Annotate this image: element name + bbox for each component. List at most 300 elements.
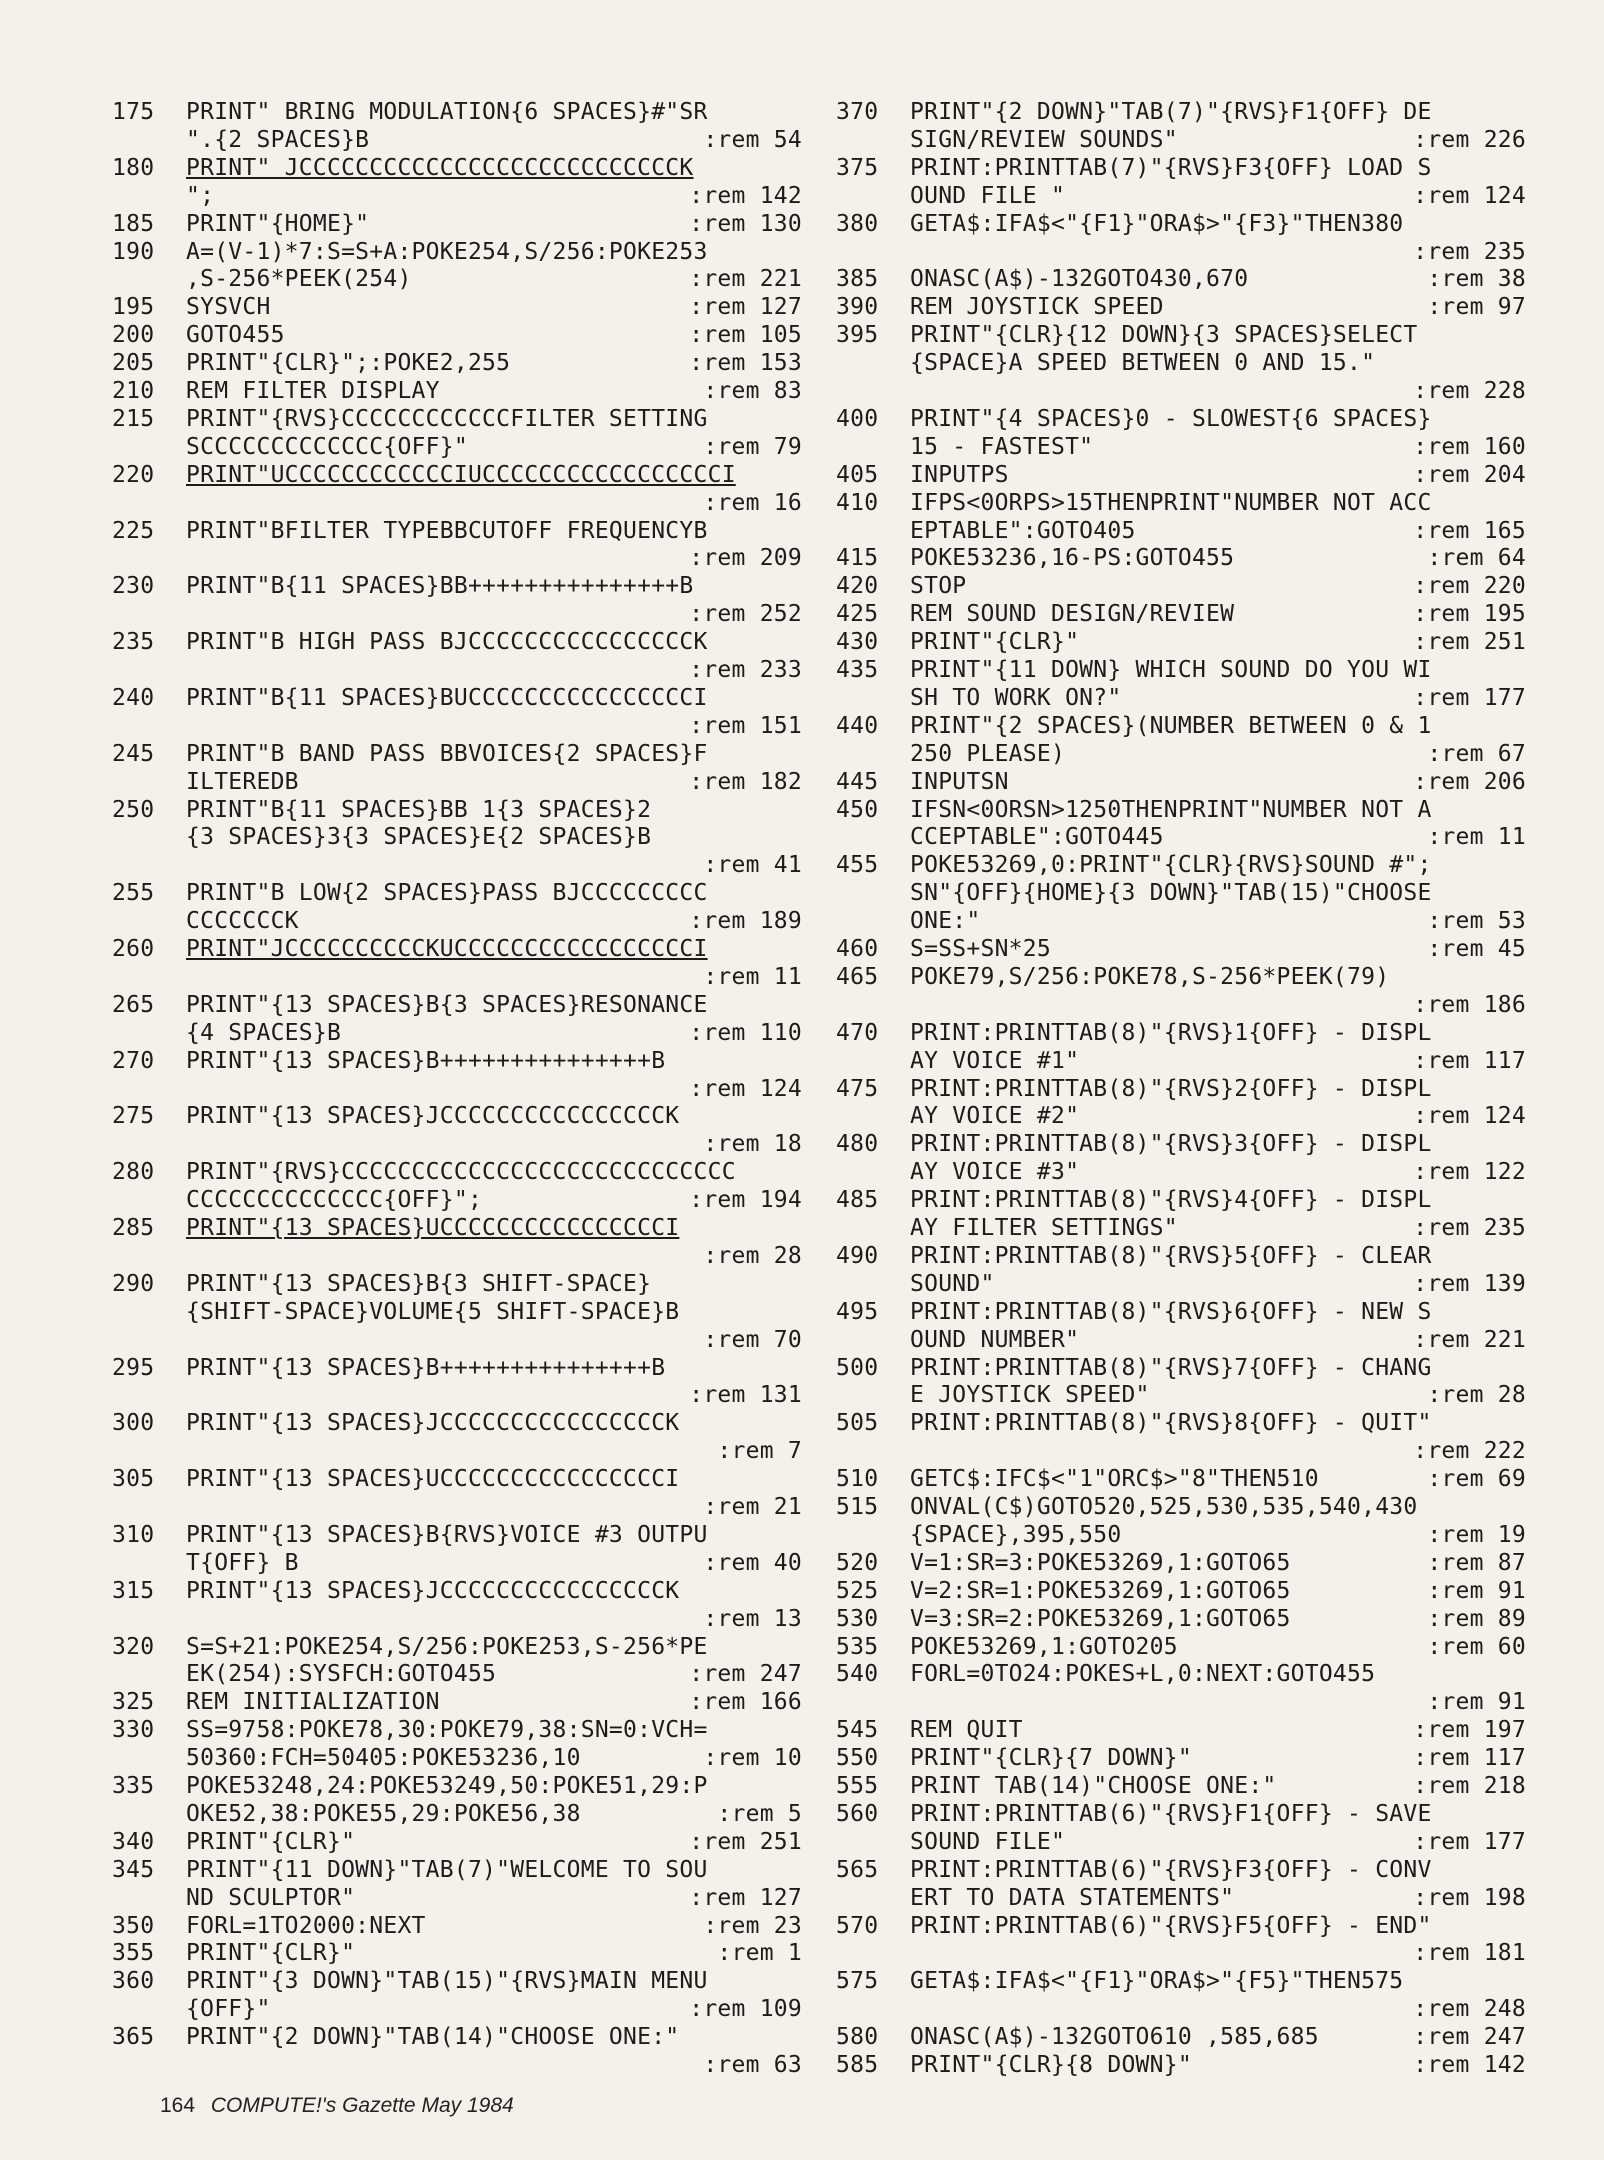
listing-line [836, 1326, 1526, 1354]
basic-code: ONVAL(C$)GOTO520,525,530,535,540,430 [910, 1494, 1418, 1520]
checksum-rem: :rem 7 [717, 1438, 802, 1465]
basic-code: PRINT"{13 SPACES}B{3 SPACES}RESONANCE [186, 991, 708, 1018]
listing-line [836, 1633, 1526, 1661]
line-number: 225 [112, 517, 155, 544]
listing-line [836, 1130, 1526, 1158]
line-number: 215 [112, 405, 155, 432]
listing-line [836, 433, 1526, 461]
line-number: 305 [112, 1466, 155, 1493]
line-number: 525 [836, 1577, 879, 1604]
line-number: 435 [836, 657, 879, 683]
listing-line [836, 1856, 1526, 1884]
line-number: 285 [112, 1215, 155, 1241]
basic-code: OUND NUMBER" [910, 1326, 1080, 1353]
basic-code: PRINT"{11 DOWN} WHICH SOUND DO YOU WI [910, 657, 1432, 683]
checksum-rem: :rem 63 [703, 2052, 802, 2078]
listing-line [112, 1549, 802, 1577]
basic-code: EPTABLE":GOTO405 [910, 517, 1136, 544]
checksum-rem: :rem 19 [1427, 1521, 1526, 1548]
line-number: 205 [112, 350, 155, 377]
basic-code: ERT TO DATA STATEMENTS" [910, 1884, 1235, 1911]
line-number: 460 [836, 936, 879, 962]
basic-code: FORL=0TO24:POKES+L,0:NEXT:GOTO455 [910, 1661, 1376, 1688]
basic-code: FORL=1TO2000:NEXT [186, 1912, 426, 1939]
basic-code: SS=9758:POKE78,30:POKE79,38:SN=0:VCH= [186, 1717, 708, 1744]
basic-code: POKE53236,16-PS:GOTO455 [910, 545, 1235, 572]
listing-line [836, 405, 1526, 433]
listing-line [112, 210, 802, 238]
listing-line [112, 796, 802, 824]
line-number: 485 [836, 1187, 879, 1214]
checksum-rem: :rem 89 [1427, 1605, 1526, 1632]
basic-code: PRINT"B{11 SPACES}BUCCCCCCCCCCCCCCCCI [186, 684, 708, 711]
checksum-rem: :rem 124 [1413, 182, 1526, 209]
page-number: 164 [160, 2094, 196, 2117]
line-number: 280 [112, 1159, 155, 1186]
basic-code: ONE:" [910, 908, 981, 935]
listing-line [836, 1828, 1526, 1856]
basic-code: IFSN<0ORSN>1250THENPRINT"NUMBER NOT A [910, 796, 1432, 823]
checksum-rem: :rem 198 [1413, 1884, 1526, 1911]
basic-code: V=1:SR=3:POKE53269,1:GOTO65 [910, 1549, 1291, 1576]
listing-line [836, 98, 1526, 126]
listing-line [836, 293, 1526, 321]
listing-line [112, 265, 802, 293]
checksum-rem: :rem 142 [1413, 2052, 1526, 2078]
basic-code: {SPACE},395,550 [910, 1521, 1122, 1548]
line-number: 330 [112, 1717, 155, 1744]
basic-code: POKE53269,1:GOTO205 [910, 1633, 1178, 1660]
line-number: 535 [836, 1633, 879, 1660]
basic-code: PRINT"{13 SPACES}JCCCCCCCCCCCCCCCCK [186, 1577, 680, 1604]
line-number: 235 [112, 629, 155, 656]
line-number: 245 [112, 740, 155, 767]
line-number: 380 [836, 210, 879, 237]
line-number: 495 [836, 1298, 879, 1325]
listing-line [112, 628, 802, 656]
line-number: 375 [836, 154, 879, 181]
basic-code: POKE53248,24:POKE53249,50:POKE51,29:P [186, 1773, 708, 1799]
listing-line [112, 126, 802, 154]
basic-code: PRINT" JCCCCCCCCCCCCCCCCCCCCCCCCCCCK [186, 154, 694, 181]
listing-line [836, 1270, 1526, 1298]
basic-code: PRINT"{CLR}" [910, 629, 1080, 656]
line-number: 425 [836, 601, 879, 628]
listing-line [112, 823, 802, 851]
basic-code: PRINT"{RVS}CCCCCCCCCCCCFILTER SETTING [186, 405, 708, 432]
basic-code: S=S+21:POKE254,S/256:POKE253,S-256*PE [186, 1633, 708, 1660]
line-number: 540 [836, 1661, 879, 1688]
publication-name: COMPUTE!'s Gazette [210, 2094, 416, 2117]
line-number: 190 [112, 238, 155, 265]
checksum-rem: :rem 87 [1427, 1549, 1526, 1576]
listing-line [836, 1521, 1526, 1549]
checksum-rem: :rem 251 [689, 1828, 802, 1855]
listing-line [836, 768, 1526, 796]
listing-line [112, 1465, 802, 1493]
listing-line [836, 2051, 1526, 2079]
listing-line [836, 684, 1526, 712]
listing-line [836, 1354, 1526, 1382]
line-number: 320 [112, 1633, 155, 1660]
basic-code: AY VOICE #3" [910, 1159, 1080, 1186]
checksum-rem: :rem 28 [1427, 1382, 1526, 1409]
basic-code: GETA$:IFA$<"{F1}"ORA$>"{F5}"THEN575 [910, 1968, 1404, 1995]
listing-line [836, 377, 1526, 405]
listing-line [836, 489, 1526, 517]
listing-line [836, 1800, 1526, 1828]
checksum-rem: :rem 127 [689, 1884, 802, 1911]
line-number: 300 [112, 1410, 155, 1437]
checksum-rem: :rem 166 [689, 1689, 802, 1716]
listing-line [836, 851, 1526, 879]
listing-line [836, 2023, 1526, 2051]
basic-code: PRINT:PRINTTAB(8)"{RVS}7{OFF} - CHANG [910, 1354, 1432, 1381]
listing-line [112, 349, 802, 377]
listing-line [112, 1884, 802, 1912]
checksum-rem: :rem 247 [689, 1661, 802, 1688]
line-number: 440 [836, 712, 879, 739]
checksum-rem: :rem 38 [1427, 266, 1526, 293]
listing-line [836, 1688, 1526, 1716]
basic-code: CCCCCCCCCCCCCC{OFF}"; [186, 1187, 483, 1214]
basic-code: PRINT:PRINTTAB(8)"{RVS}4{OFF} - DISPL [910, 1187, 1432, 1214]
listing-line [112, 1577, 802, 1605]
listing-line [112, 1828, 802, 1856]
checksum-rem: :rem 105 [689, 322, 802, 349]
line-number: 230 [112, 573, 155, 600]
listing-line [836, 600, 1526, 628]
checksum-rem: :rem 117 [1413, 1047, 1526, 1074]
listing-line [836, 1912, 1526, 1940]
basic-code: CCEPTABLE":GOTO445 [910, 824, 1164, 851]
line-number: 415 [836, 545, 879, 572]
basic-code: INPUTSN [910, 768, 1009, 795]
basic-code: PRINT"{3 DOWN}"TAB(15)"{RVS}MAIN MENU [186, 1968, 708, 1995]
line-number: 475 [836, 1075, 879, 1102]
checksum-rem: :rem 18 [703, 1131, 802, 1158]
basic-code: T{OFF} B [186, 1549, 299, 1576]
line-number: 515 [836, 1494, 879, 1520]
listing-line [836, 656, 1526, 684]
basic-code: ONASC(A$)-132GOTO430,670 [910, 266, 1249, 293]
basic-code: GETA$:IFA$<"{F1}"ORA$>"{F3}"THEN380 [910, 210, 1404, 237]
listing-line [112, 1047, 802, 1075]
listing-line [836, 1409, 1526, 1437]
basic-code: PRINT"{CLR}{8 DOWN}" [910, 2052, 1192, 2078]
line-number: 340 [112, 1828, 155, 1855]
basic-code: POKE79,S/256:POKE78,S-256*PEEK(79) [910, 963, 1390, 990]
listing-line [112, 1772, 802, 1800]
basic-code: SH TO WORK ON?" [910, 684, 1122, 711]
checksum-rem: :rem 247 [1413, 2024, 1526, 2051]
line-number: 430 [836, 629, 879, 656]
checksum-rem: :rem 153 [689, 350, 802, 377]
checksum-rem: :rem 97 [1427, 294, 1526, 321]
listing-line [112, 1967, 802, 1995]
checksum-rem: :rem 222 [1413, 1438, 1526, 1465]
checksum-rem: :rem 110 [689, 1019, 802, 1046]
basic-code: 15 - FASTEST" [910, 433, 1094, 460]
listing-line [836, 1158, 1526, 1186]
listing-line [112, 600, 802, 628]
listing-line [112, 1158, 802, 1186]
listing-line [836, 126, 1526, 154]
checksum-rem: :rem 45 [1427, 936, 1526, 962]
basic-code: CCCCCCCK [186, 908, 299, 935]
checksum-rem: :rem 64 [1427, 545, 1526, 572]
listing-line [836, 879, 1526, 907]
basic-code: ILTEREDB [186, 768, 299, 795]
checksum-rem: :rem 83 [703, 378, 802, 404]
listing-line [112, 1688, 802, 1716]
listing-line [836, 1967, 1526, 1995]
checksum-rem: :rem 117 [1413, 1745, 1526, 1772]
checksum-rem: :rem 228 [1413, 378, 1526, 404]
listing-line [112, 656, 802, 684]
checksum-rem: :rem 5 [717, 1800, 802, 1827]
checksum-rem: :rem 221 [1413, 1326, 1526, 1353]
listing-line [112, 1075, 802, 1103]
line-number: 175 [112, 99, 155, 125]
checksum-rem: :rem 209 [689, 545, 802, 572]
checksum-rem: :rem 11 [1427, 824, 1526, 851]
basic-code: PRINT"{CLR}" [186, 1940, 356, 1967]
checksum-rem: :rem 67 [1427, 740, 1526, 767]
checksum-rem: :rem 109 [689, 1996, 802, 2023]
basic-code: 250 PLEASE) [910, 740, 1066, 767]
basic-code: {SPACE}A SPEED BETWEEN 0 AND 15." [910, 350, 1376, 377]
basic-code: {4 SPACES}B [186, 1019, 342, 1046]
basic-code: IFPS<0ORPS>15THENPRINT"NUMBER NOT ACC [910, 489, 1432, 516]
listing-line [112, 321, 802, 349]
line-number: 210 [112, 378, 155, 404]
listing-line [836, 628, 1526, 656]
listing-line [836, 461, 1526, 489]
listing-line [112, 1102, 802, 1130]
checksum-rem: :rem 10 [703, 1745, 802, 1772]
checksum-rem: :rem 221 [689, 266, 802, 293]
listing-line [836, 991, 1526, 1019]
basic-code: GETC$:IFC$<"1"ORC$>"8"THEN510 [910, 1466, 1319, 1493]
line-number: 180 [112, 154, 155, 181]
line-number: 560 [836, 1800, 879, 1827]
checksum-rem: :rem 177 [1413, 1828, 1526, 1855]
basic-code: PRINT"{4 SPACES}0 - SLOWEST{6 SPACES} [910, 405, 1432, 432]
line-number: 580 [836, 2024, 879, 2051]
listing-line [112, 1130, 802, 1158]
listing-line [112, 1521, 802, 1549]
issue-date: May 1984 [421, 2094, 514, 2117]
basic-code: PRINT"B{11 SPACES}BB+++++++++++++++B [186, 573, 694, 600]
listing-line [112, 1354, 802, 1382]
listing-line [112, 293, 802, 321]
line-number: 195 [112, 294, 155, 321]
listing-line [836, 935, 1526, 963]
line-number: 545 [836, 1717, 879, 1744]
listing-line [112, 1856, 802, 1884]
listing-line [112, 1326, 802, 1354]
line-number: 260 [112, 936, 155, 962]
checksum-rem: :rem 151 [689, 712, 802, 739]
listing-line [112, 1912, 802, 1940]
listing-line [836, 1214, 1526, 1242]
basic-code: POKE53269,0:PRINT"{CLR}{RVS}SOUND #"; [910, 852, 1432, 879]
line-number: 290 [112, 1270, 155, 1297]
listing-line [112, 1493, 802, 1521]
basic-code: ".{2 SPACES}B [186, 126, 370, 153]
listing-line [112, 907, 802, 935]
line-number: 530 [836, 1605, 879, 1632]
listing-line [836, 1716, 1526, 1744]
listing-line [836, 1660, 1526, 1688]
checksum-rem: :rem 160 [1413, 433, 1526, 460]
listing-line [836, 1884, 1526, 1912]
checksum-rem: :rem 1 [717, 1940, 802, 1967]
basic-code: {OFF}" [186, 1996, 271, 2023]
line-number: 445 [836, 768, 879, 795]
basic-code: OUND FILE " [910, 182, 1066, 209]
basic-code: SOUND FILE" [910, 1828, 1066, 1855]
listing-line [112, 1939, 802, 1967]
basic-code: PRINT:PRINTTAB(8)"{RVS}6{OFF} - NEW S [910, 1298, 1432, 1325]
checksum-rem: :rem 54 [703, 126, 802, 153]
checksum-rem: :rem 165 [1413, 517, 1526, 544]
basic-code: PRINT" BRING MODULATION{6 SPACES}#"SR [186, 99, 708, 125]
checksum-rem: :rem 177 [1413, 684, 1526, 711]
listing-line [112, 182, 802, 210]
listing-line [112, 851, 802, 879]
line-number: 555 [836, 1773, 879, 1799]
basic-code: REM JOYSTICK SPEED [910, 294, 1164, 321]
line-number: 395 [836, 322, 879, 349]
checksum-rem: :rem 122 [1413, 1159, 1526, 1186]
line-number: 420 [836, 573, 879, 600]
basic-code: PRINT"B LOW{2 SPACES}PASS BJCCCCCCCCC [186, 880, 708, 907]
basic-code: REM INITIALIZATION [186, 1689, 440, 1716]
line-number: 565 [836, 1856, 879, 1883]
line-number: 550 [836, 1745, 879, 1772]
basic-code: SN"{OFF}{HOME}{3 DOWN}"TAB(15)"CHOOSE [910, 880, 1432, 907]
basic-code: A=(V-1)*7:S=S+A:POKE254,S/256:POKE253 [186, 238, 708, 265]
listing-line [836, 1437, 1526, 1465]
basic-code: 50360:FCH=50405:POKE53236,10 [186, 1745, 581, 1772]
line-number: 335 [112, 1773, 155, 1799]
listing-line [836, 1605, 1526, 1633]
basic-code: STOP [910, 573, 967, 600]
basic-code: SOUND" [910, 1270, 995, 1297]
basic-code: S=SS+SN*25 [910, 936, 1051, 962]
checksum-rem: :rem 124 [1413, 1103, 1526, 1130]
checksum-rem: :rem 218 [1413, 1773, 1526, 1799]
checksum-rem: :rem 235 [1413, 238, 1526, 265]
line-number: 345 [112, 1856, 155, 1883]
listing-line [836, 1744, 1526, 1772]
listing-line [112, 489, 802, 517]
checksum-rem: :rem 142 [689, 182, 802, 209]
checksum-rem: :rem 130 [689, 210, 802, 237]
listing-line [112, 1437, 802, 1465]
basic-code: GOTO455 [186, 322, 285, 349]
listing-line [836, 1047, 1526, 1075]
basic-code: PRINT"{11 DOWN}"TAB(7)"WELCOME TO SOU [186, 1856, 708, 1883]
checksum-rem: :rem 69 [1427, 1466, 1526, 1493]
basic-code: PRINT:PRINTTAB(6)"{RVS}F1{OFF} - SAVE [910, 1800, 1432, 1827]
basic-code: PRINT"{2 DOWN}"TAB(7)"{RVS}F1{OFF} DE [910, 99, 1432, 125]
basic-code: PRINT"{HOME}" [186, 210, 370, 237]
checksum-rem: :rem 197 [1413, 1717, 1526, 1744]
listing-line [836, 1381, 1526, 1409]
basic-code: PRINT:PRINTTAB(8)"{RVS}3{OFF} - DISPL [910, 1131, 1432, 1158]
listing-line [836, 238, 1526, 266]
checksum-rem: :rem 194 [689, 1187, 802, 1214]
basic-code: SCCCCCCCCCCCCC{OFF}" [186, 433, 468, 460]
listing-line [112, 1800, 802, 1828]
line-number: 450 [836, 796, 879, 823]
line-number: 455 [836, 852, 879, 879]
listing-line [836, 572, 1526, 600]
listing-line [836, 823, 1526, 851]
checksum-rem: :rem 91 [1427, 1689, 1526, 1716]
listing-line [112, 544, 802, 572]
listing-line [112, 2051, 802, 2079]
listing-line [112, 517, 802, 545]
basic-code: REM SOUND DESIGN/REVIEW [910, 601, 1235, 628]
listing-line [836, 796, 1526, 824]
basic-code: PRINT:PRINTTAB(8)"{RVS}1{OFF} - DISPL [910, 1019, 1432, 1046]
listing-line [112, 963, 802, 991]
listing-line [836, 1102, 1526, 1130]
line-number: 200 [112, 322, 155, 349]
line-number: 585 [836, 2052, 879, 2078]
listing-line [836, 712, 1526, 740]
basic-code: PRINT:PRINTTAB(8)"{RVS}5{OFF} - CLEAR [910, 1242, 1432, 1269]
basic-code: PRINT"{CLR}{12 DOWN}{3 SPACES}SELECT [910, 322, 1418, 349]
basic-code: E JOYSTICK SPEED" [910, 1382, 1150, 1409]
listing-line [112, 405, 802, 433]
checksum-rem: :rem 220 [1413, 573, 1526, 600]
basic-code: PRINT"{13 SPACES}B+++++++++++++++B [186, 1047, 666, 1074]
basic-code: PRINT:PRINTTAB(6)"{RVS}F3{OFF} - CONV [910, 1856, 1432, 1883]
basic-code: PRINT:PRINTTAB(8)"{RVS}2{OFF} - DISPL [910, 1075, 1432, 1102]
checksum-rem: :rem 181 [1413, 1940, 1526, 1967]
basic-code: {3 SPACES}3{3 SPACES}E{2 SPACES}B [186, 824, 652, 851]
checksum-rem: :rem 248 [1413, 1996, 1526, 2023]
line-number: 400 [836, 405, 879, 432]
basic-code: V=2:SR=1:POKE53269,1:GOTO65 [910, 1577, 1291, 1604]
checksum-rem: :rem 204 [1413, 461, 1526, 488]
listing-line [112, 1716, 802, 1744]
checksum-rem: :rem 127 [689, 294, 802, 321]
line-number: 265 [112, 991, 155, 1018]
listing-line [112, 1019, 802, 1047]
listing-line [836, 210, 1526, 238]
line-number: 480 [836, 1131, 879, 1158]
basic-code: PRINT"{CLR}";:POKE2,255 [186, 350, 511, 377]
listing-line [112, 684, 802, 712]
listing-line [836, 349, 1526, 377]
listing-line [112, 1660, 802, 1688]
line-number: 270 [112, 1047, 155, 1074]
checksum-rem: :rem 251 [1413, 629, 1526, 656]
basic-code: EK(254):SYSFCH:GOTO455 [186, 1661, 497, 1688]
basic-code: AY FILTER SETTINGS" [910, 1215, 1178, 1241]
line-number: 465 [836, 963, 879, 990]
checksum-rem: :rem 252 [689, 601, 802, 628]
checksum-rem: :rem 23 [703, 1912, 802, 1939]
listing-line [836, 1577, 1526, 1605]
basic-code: SYSVCH [186, 294, 271, 321]
